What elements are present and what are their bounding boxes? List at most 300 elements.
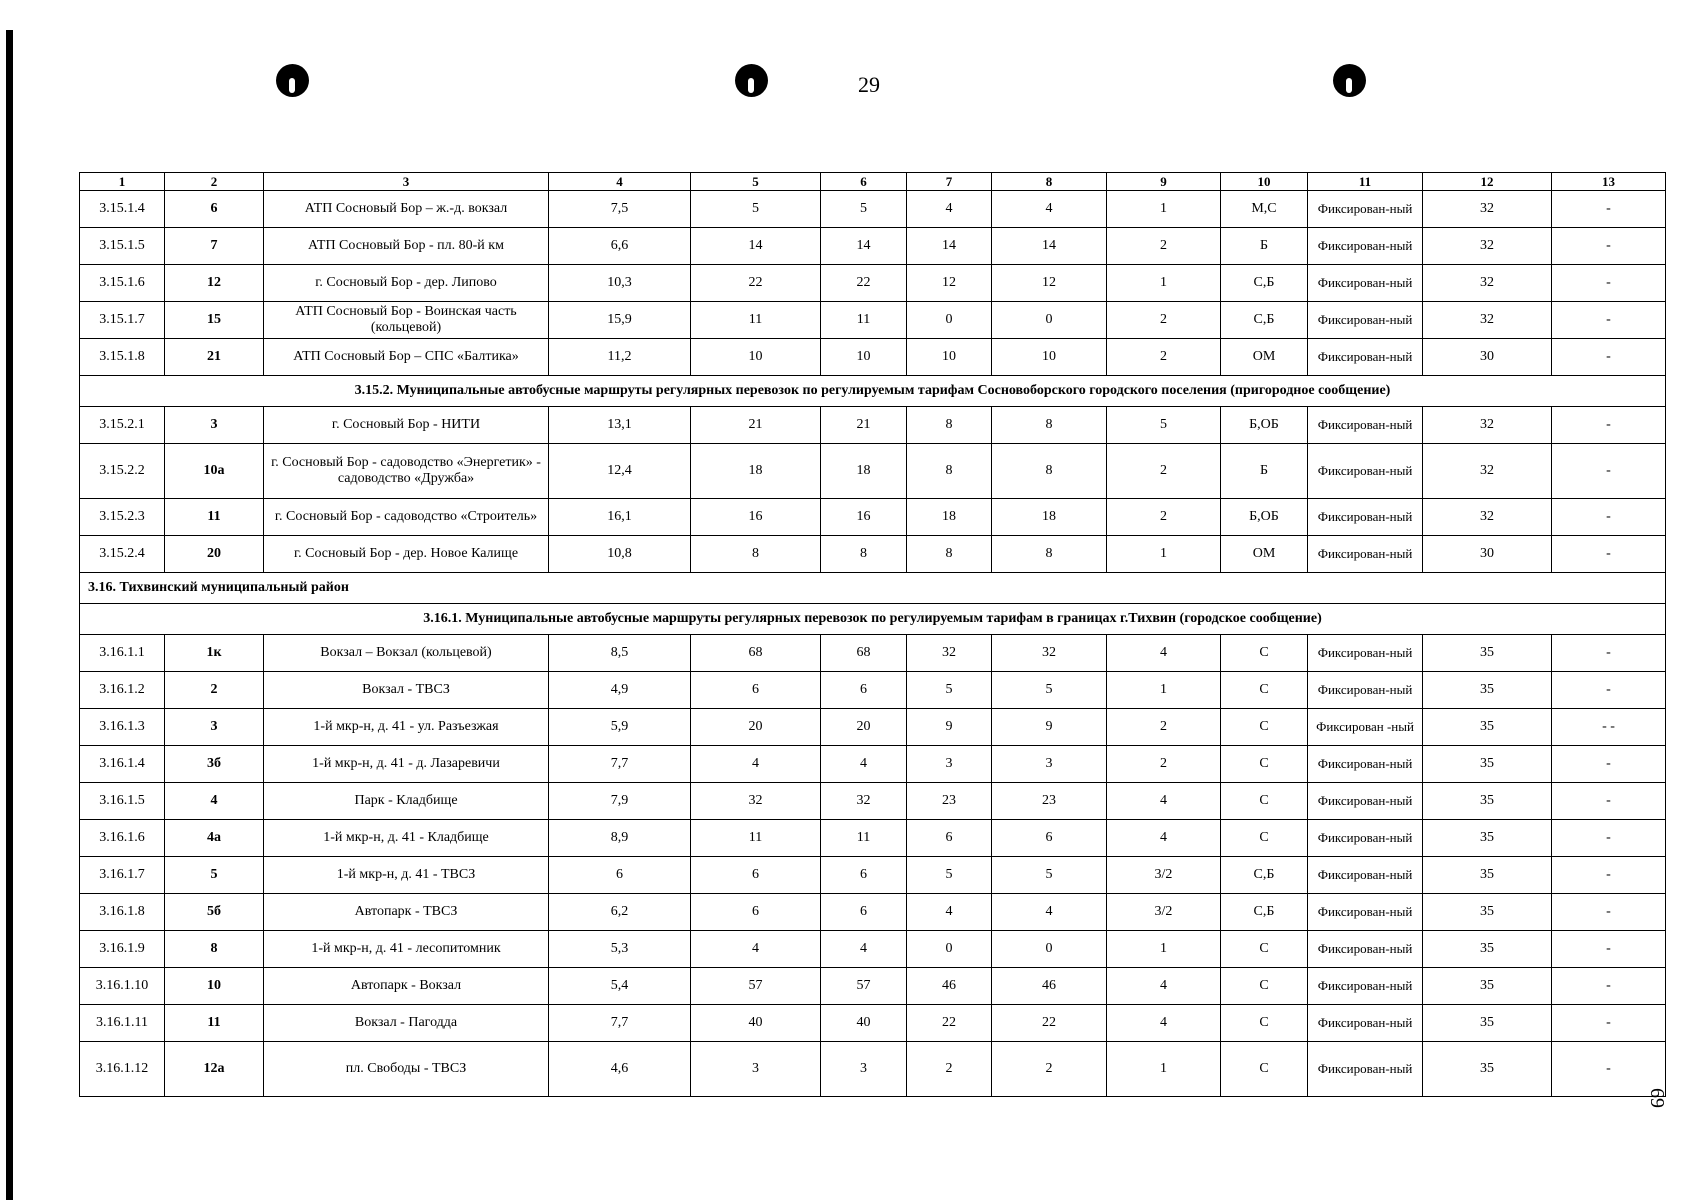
col7-cell: 3 [907, 746, 992, 783]
table-row [80, 746, 1666, 783]
column-number: 8 [992, 173, 1107, 191]
col13-cell: - [1552, 1005, 1666, 1042]
vehicle-class-cell: С [1221, 1042, 1308, 1097]
col12-cell: 32 [1423, 191, 1552, 228]
col6-cell: 6 [821, 857, 907, 894]
length-km-cell: 6,2 [549, 894, 691, 931]
table-row [80, 444, 1666, 499]
column-number: 11 [1308, 173, 1423, 191]
route-number-cell: 3.16.1.4 [80, 746, 165, 783]
vehicle-class-cell: С [1221, 746, 1308, 783]
col13-cell: - [1552, 857, 1666, 894]
vehicle-class-cell: С,Б [1221, 265, 1308, 302]
route-name-cell: г. Сосновый Бор - дер. Новое Калище [264, 536, 549, 573]
route-name-cell: 1-й мкр-н, д. 41 - д. Лазаревичи [264, 746, 549, 783]
col9-cell: 4 [1107, 635, 1221, 672]
table-row [80, 635, 1666, 672]
col6-cell: 57 [821, 968, 907, 1005]
route-name-cell: г. Сосновый Бор - садоводство «Энергетик» - садоводство «Дружба» [264, 444, 549, 499]
col13-cell: - [1552, 968, 1666, 1005]
col12-cell: 35 [1423, 1005, 1552, 1042]
col9-cell: 1 [1107, 191, 1221, 228]
tariff-type-cell: Фиксирован-ный [1308, 894, 1423, 931]
route-code-cell: 1к [165, 635, 264, 672]
col6-cell: 6 [821, 672, 907, 709]
col8-cell: 0 [992, 931, 1107, 968]
length-km-cell: 7,5 [549, 191, 691, 228]
route-name-cell: 1-й мкр-н, д. 41 - ТВСЗ [264, 857, 549, 894]
table-row [80, 672, 1666, 709]
col9-cell: 5 [1107, 407, 1221, 444]
col13-cell: - [1552, 1042, 1666, 1097]
col6-cell: 21 [821, 407, 907, 444]
col12-cell: 32 [1423, 265, 1552, 302]
route-number-cell: 3.16.1.2 [80, 672, 165, 709]
col8-cell: 18 [992, 499, 1107, 536]
column-number: 12 [1423, 173, 1552, 191]
route-name-cell: 1-й мкр-н, д. 41 - ул. Разъезжая [264, 709, 549, 746]
route-name-cell: пл. Свободы - ТВСЗ [264, 1042, 549, 1097]
col13-cell: - [1552, 894, 1666, 931]
route-code-cell: 3 [165, 407, 264, 444]
route-code-cell: 8 [165, 931, 264, 968]
col13-cell: - [1552, 783, 1666, 820]
table-row [80, 228, 1666, 265]
tariff-type-cell: Фиксирован-ный [1308, 820, 1423, 857]
col5-cell: 11 [691, 302, 821, 339]
route-code-cell: 11 [165, 1005, 264, 1042]
binding-edge [6, 30, 13, 1200]
col13-cell: - [1552, 820, 1666, 857]
table-row [80, 820, 1666, 857]
section-heading-row [80, 376, 1666, 407]
col5-cell: 5 [691, 191, 821, 228]
length-km-cell: 13,1 [549, 407, 691, 444]
vehicle-class-cell: С [1221, 968, 1308, 1005]
tariff-type-cell: Фиксирован-ный [1308, 536, 1423, 573]
col8-cell: 46 [992, 968, 1107, 1005]
route-number-cell: 3.16.1.11 [80, 1005, 165, 1042]
punch-hole-center [735, 64, 768, 97]
col6-cell: 11 [821, 302, 907, 339]
tariff-type-cell: Фиксирован-ный [1308, 1005, 1423, 1042]
col9-cell: 1 [1107, 931, 1221, 968]
table-row [80, 857, 1666, 894]
col5-cell: 11 [691, 820, 821, 857]
route-number-cell: 3.15.2.4 [80, 536, 165, 573]
col9-cell: 2 [1107, 499, 1221, 536]
punch-hole-right [1333, 64, 1366, 97]
col7-cell: 8 [907, 407, 992, 444]
vehicle-class-cell: Б,ОБ [1221, 499, 1308, 536]
col6-cell: 14 [821, 228, 907, 265]
tariff-type-cell: Фиксирован-ный [1308, 635, 1423, 672]
tariff-type-cell: Фиксирован-ный [1308, 339, 1423, 376]
col7-cell: 0 [907, 302, 992, 339]
col8-cell: 23 [992, 783, 1107, 820]
section-heading-row [80, 573, 1666, 604]
col6-cell: 3 [821, 1042, 907, 1097]
table-row [80, 709, 1666, 746]
route-code-cell: 6 [165, 191, 264, 228]
col7-cell: 22 [907, 1005, 992, 1042]
col9-cell: 1 [1107, 1042, 1221, 1097]
column-number: 6 [821, 173, 907, 191]
col12-cell: 35 [1423, 746, 1552, 783]
column-numbers-row [80, 173, 1666, 191]
col12-cell: 32 [1423, 302, 1552, 339]
col13-cell: - [1552, 407, 1666, 444]
route-number-cell: 3.16.1.9 [80, 931, 165, 968]
col13-cell: - [1552, 499, 1666, 536]
col5-cell: 14 [691, 228, 821, 265]
col8-cell: 3 [992, 746, 1107, 783]
route-number-cell: 3.15.2.1 [80, 407, 165, 444]
table-row [80, 536, 1666, 573]
col6-cell: 20 [821, 709, 907, 746]
col5-cell: 18 [691, 444, 821, 499]
routes-table [79, 172, 1666, 1097]
col13-cell: - [1552, 228, 1666, 265]
column-number: 13 [1552, 173, 1666, 191]
col8-cell: 9 [992, 709, 1107, 746]
col9-cell: 4 [1107, 968, 1221, 1005]
tariff-type-cell: Фиксирован-ный [1308, 746, 1423, 783]
column-number: 1 [80, 173, 165, 191]
table-row [80, 191, 1666, 228]
col12-cell: 32 [1423, 228, 1552, 265]
route-name-cell: г. Сосновый Бор - дер. Липово [264, 265, 549, 302]
vehicle-class-cell: ОМ [1221, 339, 1308, 376]
tariff-type-cell: Фиксирован-ный [1308, 968, 1423, 1005]
col8-cell: 8 [992, 407, 1107, 444]
col7-cell: 5 [907, 857, 992, 894]
col5-cell: 3 [691, 1042, 821, 1097]
route-number-cell: 3.16.1.1 [80, 635, 165, 672]
col6-cell: 4 [821, 931, 907, 968]
length-km-cell: 8,9 [549, 820, 691, 857]
tariff-type-cell: Фиксирован-ный [1308, 857, 1423, 894]
route-number-cell: 3.16.1.7 [80, 857, 165, 894]
route-code-cell: 15 [165, 302, 264, 339]
column-number: 3 [264, 173, 549, 191]
tariff-type-cell: Фиксирован-ный [1308, 672, 1423, 709]
column-number: 4 [549, 173, 691, 191]
route-name-cell: Вокзал – Вокзал (кольцевой) [264, 635, 549, 672]
vehicle-class-cell: Б [1221, 228, 1308, 265]
col6-cell: 4 [821, 746, 907, 783]
route-name-cell: г. Сосновый Бор - НИТИ [264, 407, 549, 444]
vehicle-class-cell: С [1221, 635, 1308, 672]
vehicle-class-cell: С,Б [1221, 894, 1308, 931]
route-number-cell: 3.16.1.3 [80, 709, 165, 746]
col6-cell: 11 [821, 820, 907, 857]
col5-cell: 22 [691, 265, 821, 302]
vehicle-class-cell: ОМ [1221, 536, 1308, 573]
col7-cell: 32 [907, 635, 992, 672]
col6-cell: 10 [821, 339, 907, 376]
col8-cell: 5 [992, 857, 1107, 894]
col9-cell: 4 [1107, 1005, 1221, 1042]
col12-cell: 35 [1423, 635, 1552, 672]
col8-cell: 6 [992, 820, 1107, 857]
column-number: 2 [165, 173, 264, 191]
col7-cell: 2 [907, 1042, 992, 1097]
col9-cell: 1 [1107, 536, 1221, 573]
col12-cell: 35 [1423, 783, 1552, 820]
col8-cell: 4 [992, 894, 1107, 931]
route-name-cell: Автопарк - ТВСЗ [264, 894, 549, 931]
col13-cell: - [1552, 931, 1666, 968]
table-row [80, 968, 1666, 1005]
route-name-cell: Парк - Кладбище [264, 783, 549, 820]
col9-cell: 2 [1107, 339, 1221, 376]
route-number-cell: 3.16.1.5 [80, 783, 165, 820]
length-km-cell: 10,8 [549, 536, 691, 573]
col8-cell: 22 [992, 1005, 1107, 1042]
route-code-cell: 2 [165, 672, 264, 709]
col6-cell: 32 [821, 783, 907, 820]
vehicle-class-cell: Б,ОБ [1221, 407, 1308, 444]
table-row [80, 302, 1666, 339]
route-name-cell: Автопарк - Вокзал [264, 968, 549, 1005]
col12-cell: 35 [1423, 672, 1552, 709]
column-number: 9 [1107, 173, 1221, 191]
length-km-cell: 16,1 [549, 499, 691, 536]
route-name-cell: г. Сосновый Бор - садоводство «Строитель» [264, 499, 549, 536]
route-code-cell: 3 [165, 709, 264, 746]
page-number: 29 [858, 72, 880, 97]
col12-cell: 35 [1423, 709, 1552, 746]
route-name-cell: АТП Сосновый Бор - пл. 80-й км [264, 228, 549, 265]
tariff-type-cell: Фиксирован-ный [1308, 444, 1423, 499]
col9-cell: 2 [1107, 302, 1221, 339]
route-code-cell: 4а [165, 820, 264, 857]
route-name-cell: АТП Сосновый Бор - Воинская часть (кольцевой) [264, 302, 549, 339]
section-heading-row [80, 604, 1666, 635]
col7-cell: 10 [907, 339, 992, 376]
col12-cell: 32 [1423, 444, 1552, 499]
col12-cell: 35 [1423, 968, 1552, 1005]
col13-cell: - [1552, 635, 1666, 672]
tariff-type-cell: Фиксирован-ный [1308, 191, 1423, 228]
route-number-cell: 3.16.1.12 [80, 1042, 165, 1097]
col12-cell: 32 [1423, 407, 1552, 444]
route-code-cell: 12 [165, 265, 264, 302]
col8-cell: 12 [992, 265, 1107, 302]
col5-cell: 10 [691, 339, 821, 376]
route-code-cell: 3б [165, 746, 264, 783]
column-number: 10 [1221, 173, 1308, 191]
col7-cell: 8 [907, 536, 992, 573]
vehicle-class-cell: С [1221, 931, 1308, 968]
col6-cell: 68 [821, 635, 907, 672]
col9-cell: 4 [1107, 783, 1221, 820]
length-km-cell: 7,7 [549, 1005, 691, 1042]
col9-cell: 1 [1107, 265, 1221, 302]
route-name-cell: АТП Сосновый Бор – СПС «Балтика» [264, 339, 549, 376]
vehicle-class-cell: С [1221, 783, 1308, 820]
col13-cell: - [1552, 339, 1666, 376]
table-row [80, 1042, 1666, 1097]
route-number-cell: 3.15.2.3 [80, 499, 165, 536]
col7-cell: 9 [907, 709, 992, 746]
col7-cell: 18 [907, 499, 992, 536]
table-row [80, 783, 1666, 820]
col9-cell: 3/2 [1107, 894, 1221, 931]
route-code-cell: 4 [165, 783, 264, 820]
tariff-type-cell: Фиксирован-ный [1308, 1042, 1423, 1097]
col5-cell: 68 [691, 635, 821, 672]
col12-cell: 32 [1423, 499, 1552, 536]
route-code-cell: 10 [165, 968, 264, 1005]
vehicle-class-cell: С [1221, 672, 1308, 709]
length-km-cell: 5,3 [549, 931, 691, 968]
column-number: 5 [691, 173, 821, 191]
tariff-type-cell: Фиксирован-ный [1308, 499, 1423, 536]
vehicle-class-cell: С,Б [1221, 857, 1308, 894]
col8-cell: 4 [992, 191, 1107, 228]
col7-cell: 6 [907, 820, 992, 857]
route-code-cell: 12а [165, 1042, 264, 1097]
route-code-cell: 5б [165, 894, 264, 931]
col8-cell: 8 [992, 536, 1107, 573]
col6-cell: 8 [821, 536, 907, 573]
route-name-cell: АТП Сосновый Бор – ж.-д. вокзал [264, 191, 549, 228]
col5-cell: 32 [691, 783, 821, 820]
tariff-type-cell: Фиксирован-ный [1308, 783, 1423, 820]
col7-cell: 5 [907, 672, 992, 709]
route-name-cell: 1-й мкр-н, д. 41 - Кладбище [264, 820, 549, 857]
route-code-cell: 11 [165, 499, 264, 536]
col6-cell: 22 [821, 265, 907, 302]
length-km-cell: 4,9 [549, 672, 691, 709]
col12-cell: 35 [1423, 820, 1552, 857]
col7-cell: 0 [907, 931, 992, 968]
length-km-cell: 6 [549, 857, 691, 894]
col5-cell: 57 [691, 968, 821, 1005]
col7-cell: 14 [907, 228, 992, 265]
col8-cell: 8 [992, 444, 1107, 499]
tariff-type-cell: Фиксирован-ный [1308, 302, 1423, 339]
route-number-cell: 3.15.2.2 [80, 444, 165, 499]
route-number-cell: 3.15.1.6 [80, 265, 165, 302]
col9-cell: 4 [1107, 820, 1221, 857]
route-name-cell: Вокзал - ТВСЗ [264, 672, 549, 709]
vehicle-class-cell: С,Б [1221, 302, 1308, 339]
col13-cell: - [1552, 191, 1666, 228]
table-row [80, 407, 1666, 444]
col13-cell: - [1552, 265, 1666, 302]
route-number-cell: 3.16.1.6 [80, 820, 165, 857]
length-km-cell: 5,4 [549, 968, 691, 1005]
col13-cell: - [1552, 444, 1666, 499]
route-name-cell: Вокзал - Пагодда [264, 1005, 549, 1042]
col8-cell: 10 [992, 339, 1107, 376]
col6-cell: 5 [821, 191, 907, 228]
tariff-type-cell: Фиксирован-ный [1308, 931, 1423, 968]
col13-cell: - [1552, 672, 1666, 709]
col9-cell: 3/2 [1107, 857, 1221, 894]
route-number-cell: 3.16.1.8 [80, 894, 165, 931]
section-heading: 3.16. Тихвинский муниципальный район [80, 573, 1666, 604]
col13-cell: - - [1552, 709, 1666, 746]
tariff-type-cell: Фиксирован -ный [1308, 709, 1423, 746]
route-number-cell: 3.16.1.10 [80, 968, 165, 1005]
column-number: 7 [907, 173, 992, 191]
length-km-cell: 11,2 [549, 339, 691, 376]
col5-cell: 21 [691, 407, 821, 444]
col12-cell: 35 [1423, 894, 1552, 931]
length-km-cell: 15,9 [549, 302, 691, 339]
route-code-cell: 5 [165, 857, 264, 894]
length-km-cell: 8,5 [549, 635, 691, 672]
col12-cell: 30 [1423, 536, 1552, 573]
col5-cell: 40 [691, 1005, 821, 1042]
table-row [80, 265, 1666, 302]
length-km-cell: 5,9 [549, 709, 691, 746]
route-number-cell: 3.15.1.8 [80, 339, 165, 376]
col13-cell: - [1552, 536, 1666, 573]
vehicle-class-cell: Б [1221, 444, 1308, 499]
vehicle-class-cell: М,С [1221, 191, 1308, 228]
col8-cell: 0 [992, 302, 1107, 339]
length-km-cell: 7,7 [549, 746, 691, 783]
length-km-cell: 4,6 [549, 1042, 691, 1097]
vehicle-class-cell: С [1221, 1005, 1308, 1042]
col7-cell: 46 [907, 968, 992, 1005]
col7-cell: 8 [907, 444, 992, 499]
route-number-cell: 3.15.1.4 [80, 191, 165, 228]
col5-cell: 6 [691, 857, 821, 894]
col6-cell: 18 [821, 444, 907, 499]
table-row [80, 931, 1666, 968]
col5-cell: 20 [691, 709, 821, 746]
col5-cell: 6 [691, 672, 821, 709]
col5-cell: 4 [691, 746, 821, 783]
section-heading: 3.16.1. Муниципальные автобусные маршруты регулярных перевозок по регулируемым тарифам в границах г.Тихвин (городское сообщение) [80, 604, 1666, 635]
col12-cell: 35 [1423, 931, 1552, 968]
route-code-cell: 10а [165, 444, 264, 499]
route-code-cell: 7 [165, 228, 264, 265]
col9-cell: 2 [1107, 444, 1221, 499]
col7-cell: 12 [907, 265, 992, 302]
length-km-cell: 12,4 [549, 444, 691, 499]
vehicle-class-cell: С [1221, 709, 1308, 746]
col8-cell: 32 [992, 635, 1107, 672]
table-row [80, 499, 1666, 536]
col8-cell: 5 [992, 672, 1107, 709]
col13-cell: - [1552, 746, 1666, 783]
col8-cell: 2 [992, 1042, 1107, 1097]
col7-cell: 4 [907, 191, 992, 228]
length-km-cell: 10,3 [549, 265, 691, 302]
col8-cell: 14 [992, 228, 1107, 265]
length-km-cell: 7,9 [549, 783, 691, 820]
col12-cell: 35 [1423, 857, 1552, 894]
col9-cell: 1 [1107, 672, 1221, 709]
col7-cell: 4 [907, 894, 992, 931]
route-code-cell: 20 [165, 536, 264, 573]
col6-cell: 16 [821, 499, 907, 536]
tariff-type-cell: Фиксирован-ный [1308, 265, 1423, 302]
col6-cell: 6 [821, 894, 907, 931]
col9-cell: 2 [1107, 709, 1221, 746]
tariff-type-cell: Фиксирован-ный [1308, 228, 1423, 265]
punch-hole-left [276, 64, 309, 97]
col5-cell: 4 [691, 931, 821, 968]
route-code-cell: 21 [165, 339, 264, 376]
